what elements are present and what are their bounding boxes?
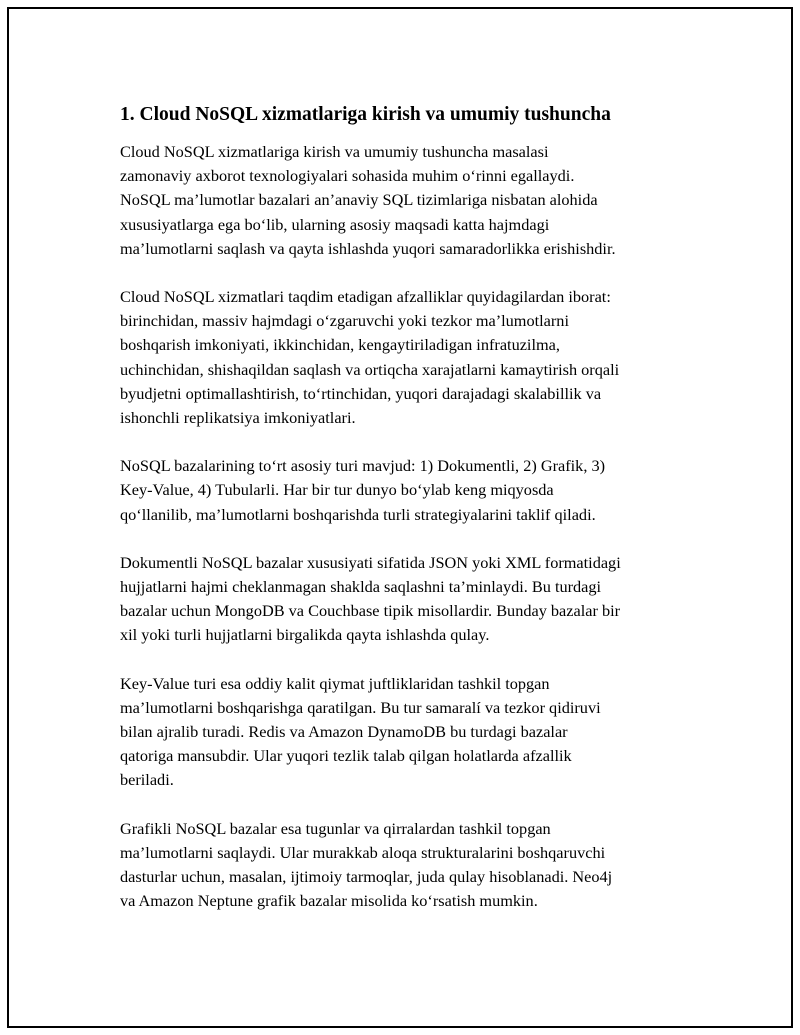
- text-line: va Amazon Neptune grafik bazalar misolida ko‘rsatish mumkin.: [120, 891, 538, 911]
- paragraph-types: [120, 454, 700, 527]
- text-line: byudjetni optimallashtirish, to‘rtinchidan, yuqori darajadagi skalabillik va: [120, 383, 602, 403]
- text-line: zamonaviy axborot texnologiyalari sohasida muhim o‘rinni egallaydi.: [120, 166, 575, 186]
- text-line: boshqarish imkoniyati, ikkinchidan, kengaytiriladigan infratuzilma,: [120, 335, 560, 355]
- page-frame: [7, 7, 793, 1028]
- text-line: ma’lumotlarni saqlaydi. Ular murakkab aloqa strukturalarini boshqaruvchi: [120, 842, 606, 862]
- text-line: Key-Value, 4) Tubularli. Har bir tur dunyo bo‘ylab keng miqyosda: [120, 480, 554, 500]
- text-line: ma’lumotlarni saqlash va qayta ishlashda yuqori samaradorlikka erishishdir.: [120, 238, 616, 258]
- document-body: [120, 101, 700, 937]
- text-line: Key-Value turi esa oddiy kalit qiymat juftliklaridan tashkil topgan: [120, 673, 550, 693]
- text-line: xususiyatlarga ega bo‘lib, ularning asosiy maqsadi katta hajmdagi: [120, 214, 550, 234]
- text-line: NoSQL ma’lumotlar bazalari an’anaviy SQL tizimlariga nisbatan alohida: [120, 190, 598, 210]
- paragraph-graph-db: [120, 817, 700, 914]
- text-line: Grafikli NoSQL bazalar esa tugunlar va qirralardan tashkil topgan: [120, 818, 551, 838]
- text-line: beriladi.: [120, 770, 174, 790]
- text-line: dasturlar uchun, masalan, ijtimoiy tarmoqlar, juda qulay hisoblanadi. Neo4j: [120, 867, 613, 887]
- text-line: hujjatlarni hajmi cheklanmagan shaklda saqlashni ta’minlaydi. Bu turdagi: [120, 577, 602, 597]
- text-line: Cloud NoSQL xizmatlari taqdim etadigan afzalliklar quyidagilardan iborat:: [120, 287, 611, 307]
- text-line: ma’lumotlarni boshqarishga qaratilgan. Bu tur samaralí va tezkor qidiruvi: [120, 697, 601, 717]
- text-line: qo‘llanilib, ma’lumotlarni boshqarishda turli strategiyalarini taklif qiladi.: [120, 504, 596, 524]
- text-line: birinchidan, massiv hajmdagi o‘zgaruvchi yoki tezkor ma’lumotlarni: [120, 311, 569, 331]
- text-line: xil yoki turli hujjatlarni birgalikda qayta ishlashda qulay.: [120, 625, 490, 645]
- paragraph-intro: [120, 140, 700, 261]
- text-line: ishonchli replikatsiya imkoniyatlari.: [120, 408, 356, 428]
- text-line: Cloud NoSQL xizmatlariga kirish va umumiy tushuncha masalasi: [120, 142, 549, 161]
- text-line: NoSQL bazalarining to‘rt asosiy turi mavjud: 1) Dokumentli, 2) Grafik, 3): [120, 456, 606, 476]
- text-line: uchinchidan, shishaqildan saqlash va ortiqcha xarajatlarni kamaytirish orqali: [120, 359, 620, 379]
- text-line: Dokumentli NoSQL bazalar xususiyati sifatida JSON yoki XML formatidagi: [120, 552, 621, 572]
- text-line: bilan ajralib turadi. Redis va Amazon DynamoDB bu turdagi bazalar: [120, 722, 568, 742]
- text-line: bazalar uchun MongoDB va Couchbase tipik misollardir. Bunday bazalar bir: [120, 601, 621, 621]
- text-line: qatoriga mansubdir. Ular yuqori tezlik talab qilgan holatlarda afzallik: [120, 746, 572, 766]
- paragraph-document-db: [120, 551, 700, 648]
- section-heading: 1. Cloud NoSQL xizmatlariga kirish va umumiy tushuncha: [120, 104, 611, 125]
- paragraph-key-value: [120, 672, 700, 793]
- paragraph-advantages: [120, 285, 700, 430]
